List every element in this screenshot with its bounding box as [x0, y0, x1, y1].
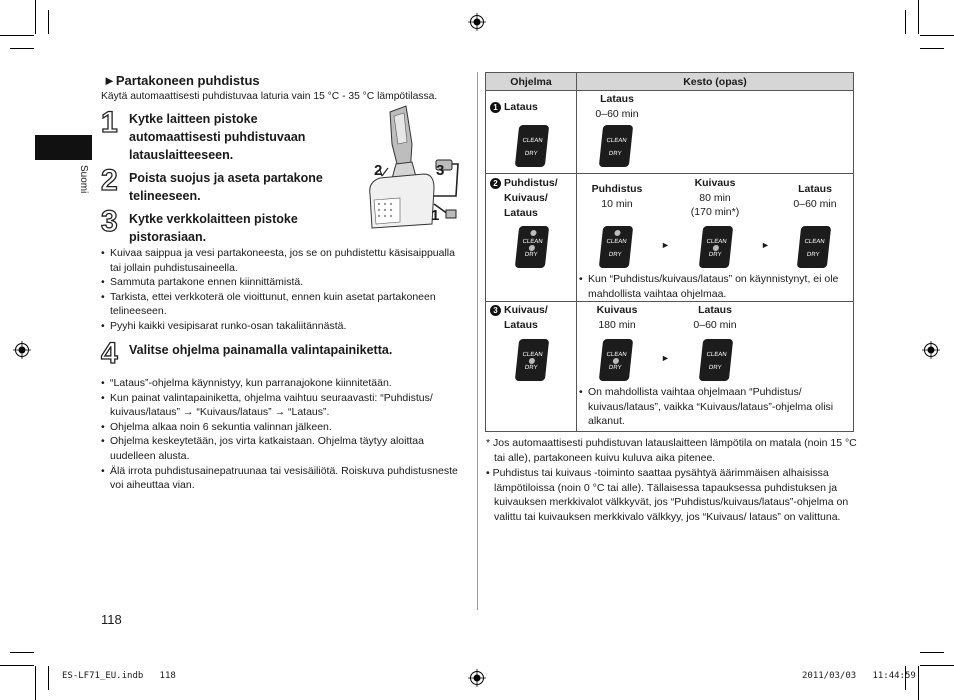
clean-indicator-icon: CLEAN DRY — [599, 226, 633, 268]
step-number: 3 — [101, 205, 118, 238]
step-text: Kytke laitteen pistoke automaattisesti puhdistuvaan latauslaitteeseen. — [129, 112, 306, 162]
registration-mark-icon — [13, 341, 31, 359]
crop-mark — [0, 35, 34, 36]
footer-timestamp: 2011/03/03 11:44:59 — [802, 671, 916, 681]
crop-mark — [920, 35, 954, 36]
crop-mark — [918, 0, 919, 34]
clean-dry-indicator-icon: CLEAN DRY — [515, 226, 549, 268]
page-number: 118 — [101, 612, 122, 627]
crop-mark — [0, 665, 34, 666]
footer-file: ES-LF71_EU.indb 118 — [62, 671, 176, 681]
list-item: • Kun painat valintapainiketta, ohjelma vaihtuu seuraavasti: “Puhdistus/ kuivaus/lataus” → “Kuivaus/lataus” → “Lataus”. — [101, 391, 463, 420]
duration: Lataus 0–60 min — [693, 304, 737, 331]
section-marker: ► — [103, 73, 116, 88]
crop-mark — [48, 10, 49, 34]
dry-indicator-icon: CLEAN DRY — [599, 339, 633, 381]
program-number: 2 — [490, 178, 501, 189]
list-item: • Ohjelma keskeytetään, jos virta katkaistaan. Ohjelma täytyy aloittaa uudelleen alusta. — [101, 434, 463, 463]
figure-label: 1 — [431, 207, 440, 224]
program-number: 1 — [490, 102, 501, 113]
list-item: • On mahdollista vaihtaa ohjelmaan “Puhdistus/ kuivaus/lataus”, vaikka “Kuivaus/lataus”-ohjelma olisi alkanut. — [579, 385, 851, 429]
list-item: • Tarkista, ettei verkkoterä ole vioittunut, ennen kuin asetat partakoneen telineeseen. — [101, 290, 463, 319]
crop-mark — [48, 666, 49, 690]
list-item: • Kun “Puhdistus/kuivaus/lataus” on käynnistynyt, ei ole mahdollista vaihtaa ohjelmaa. — [579, 272, 849, 301]
crop-mark — [920, 665, 954, 666]
list-item: • Pyyhi kaikki vesipisarat runko-osan takaliitännästä. — [101, 319, 463, 334]
duration-cell — [577, 174, 854, 302]
program-notes-list — [101, 376, 463, 493]
arrow-right-icon: ► — [661, 240, 670, 250]
list-item: • “Lataus”-ohjelma käynnistyy, kun parranajokone kiinnitetään. — [101, 376, 463, 391]
program-name: Puhdistus/ Kuivaus/ Lataus — [504, 177, 558, 219]
clean-dry-indicator-icon: CLEAN DRY — [515, 339, 549, 381]
arrow-right-icon: ► — [761, 240, 770, 250]
duration: Kuivaus 180 min — [596, 304, 638, 331]
duration-cell — [577, 302, 854, 432]
list-item: • Älä irrota puhdistusainepatruunaa tai vesisäiliötä. Roiskuva puhdistusneste voi aiheuttaa vian. — [101, 464, 463, 493]
step-number: 2 — [101, 164, 118, 197]
registration-mark-icon — [468, 13, 486, 31]
clean-dry-indicator-icon: CLEAN DRY — [797, 226, 831, 268]
table-header: Kesto (opas) — [577, 73, 854, 91]
step-text: Kytke verkkolaitteen pistoke pistorasiaan. — [129, 212, 298, 244]
clean-dry-indicator-icon: CLEAN DRY — [599, 125, 633, 167]
dry-indicator-icon: CLEAN DRY — [699, 226, 733, 268]
program-name: Lataus — [504, 101, 538, 113]
crop-mark — [920, 652, 944, 653]
step-text: Poista suojus ja aseta partakone telineeseen. — [129, 171, 323, 203]
step-number: 4 — [101, 337, 118, 370]
program-table — [485, 72, 854, 432]
step-text: Valitse ohjelma painamalla valintapainiketta. — [129, 343, 393, 357]
footnote: * Jos automaattisesti puhdistuvan latauslaitteen lämpötila on matala (noin 15 °C tai alle), partakoneen kuivu kuluva aika pitenee. — [486, 437, 857, 464]
footnote: • Puhdistus tai kuivaus -toiminto saattaa pysähtyä äärimmäisen alhaisissa lämpötiloissa (noin 0 °C tai alle). Tällaisessa tapauksessa puhdistuksen ja kuivauksen merkkivalot välkkyvät, jos “Puhdistus/kuivaus/lataus”-ohjelma on valittu tai kuivauksen merkkivalo välkkyy, jos “Kuivaus/ lataus” on valittuna. — [486, 467, 849, 523]
column-divider — [477, 72, 478, 610]
table-row — [486, 302, 854, 432]
table-header: Ohjelma — [486, 73, 577, 91]
crop-mark — [10, 48, 34, 49]
language-tab — [35, 135, 92, 160]
section-title: Partakoneen puhdistus — [115, 73, 260, 88]
table-row — [486, 174, 854, 302]
crop-mark — [918, 666, 919, 700]
registration-mark-icon — [922, 341, 940, 359]
row-note — [579, 385, 851, 429]
crop-mark — [10, 652, 34, 653]
list-item: • Sammuta partakone ennen kiinnittämistä. — [101, 275, 463, 290]
clean-dry-indicator-icon: CLEAN DRY — [699, 339, 733, 381]
section-heading — [103, 73, 260, 88]
clean-dry-indicator-icon: CLEAN DRY — [515, 125, 549, 167]
list-item: • Ohjelma alkaa noin 6 sekuntia valinnan jälkeen. — [101, 420, 463, 435]
section-intro: Käytä automaattisesti puhdistuvaa laturia vain 15 °C - 35 °C lämpötilassa. — [101, 91, 438, 102]
duration-cell — [577, 91, 854, 174]
figure-label: 2 — [374, 162, 383, 179]
arrow-right-icon: ► — [661, 353, 670, 363]
duration: Lataus 0–60 min — [595, 93, 639, 120]
crop-mark — [905, 10, 906, 34]
row-note — [579, 272, 849, 301]
figure-label: 3 — [436, 162, 445, 179]
language-label: Suomi — [78, 165, 89, 194]
crop-mark — [35, 666, 36, 700]
duration: Kuivaus 80 min (170 min*) — [690, 177, 740, 218]
step-number: 1 — [101, 106, 118, 139]
duration: Puhdistus 10 min — [591, 183, 643, 210]
table-row — [486, 91, 854, 174]
program-name: Kuivaus/ Lataus — [504, 304, 548, 331]
list-item: • Kuivaa saippua ja vesi partakoneesta, jos se on puhdistettu käsisaippualla tai jollain puhdistusaineella. — [101, 246, 463, 275]
duration: Lataus 0–60 min — [793, 183, 837, 210]
program-cell — [486, 174, 577, 302]
program-cell — [486, 91, 577, 174]
program-number: 3 — [490, 305, 501, 316]
crop-mark — [920, 48, 944, 49]
registration-mark-icon — [468, 669, 486, 687]
program-cell — [486, 302, 577, 432]
crop-mark — [35, 0, 36, 34]
notes-list — [101, 246, 463, 334]
